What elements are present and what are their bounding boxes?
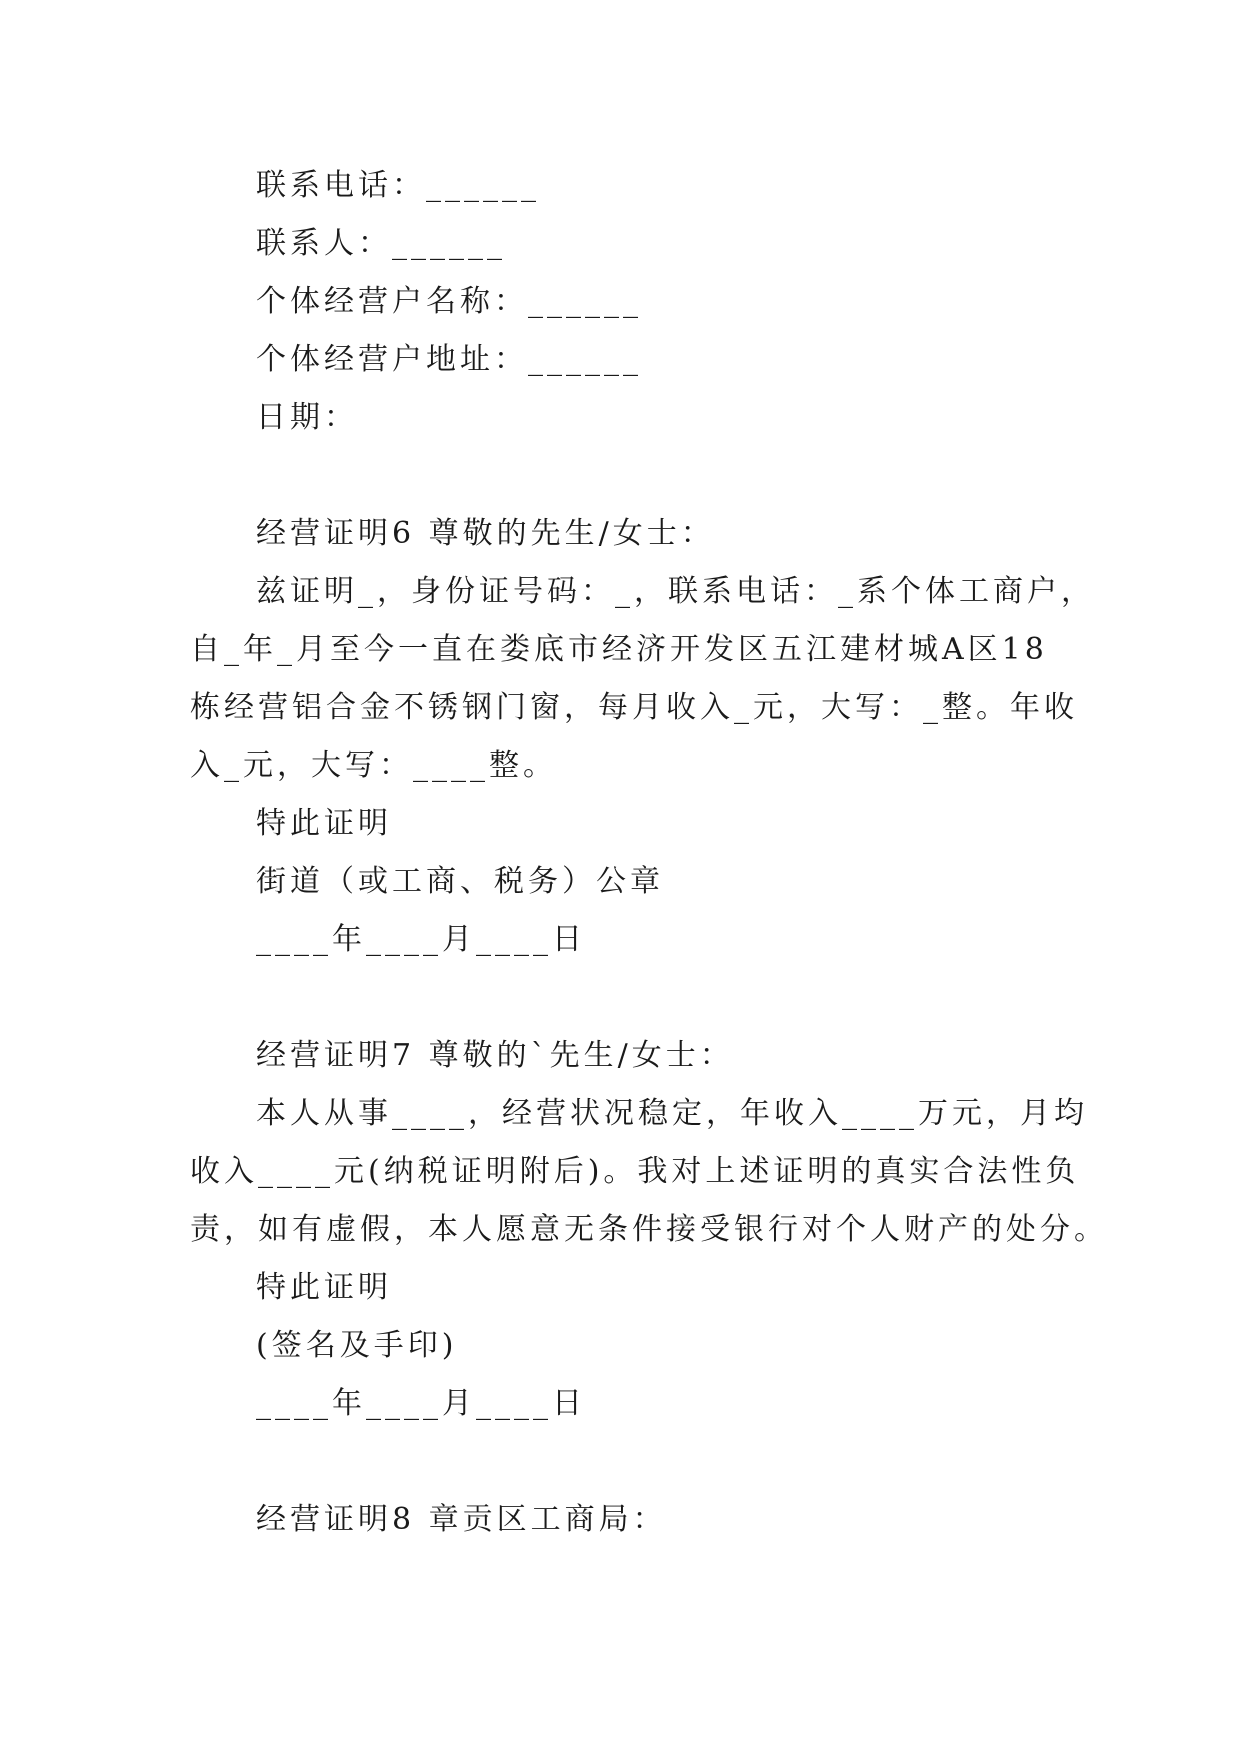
- cert7-body-line: 本人从事____，经营状况稳定，年收入____万元，月均: [256, 1096, 1088, 1131]
- cert6-body-line: 自_年_月至今一直在娄底市经济开发区五江建材城A区18: [190, 632, 1048, 667]
- business-name-line: 个体经营户名称：______: [256, 284, 642, 319]
- cert6-date: ____年____月____日: [256, 922, 586, 957]
- date-line: 日期：: [256, 400, 358, 435]
- business-address-line: 个体经营户地址：______: [256, 342, 642, 377]
- cert6-closing: 特此证明: [256, 806, 392, 841]
- cert7-signature: (签名及手印): [256, 1328, 458, 1363]
- cert8-heading: 经营证明8 章贡区工商局：: [256, 1502, 667, 1537]
- cert6-seal: 街道（或工商、税务）公章: [256, 864, 664, 899]
- cert6-body-line: 入_元，大写：____整。: [190, 748, 557, 783]
- cert7-heading: 经营证明7 尊敬的`先生/女士：: [256, 1038, 734, 1073]
- cert7-closing: 特此证明: [256, 1270, 392, 1305]
- cert7-body-line: 收入____元(纳税证明附后)。我对上述证明的真实合法性负: [190, 1154, 1080, 1189]
- cert6-body-line: 兹证明_，身份证号码：_，联系电话：_系个体工商户，: [256, 574, 1095, 609]
- cert6-body-line: 栋经营铝合金不锈钢门窗，每月收入_元，大写：_整。年收: [190, 690, 1078, 725]
- contact-person-line: 联系人：______: [256, 226, 506, 261]
- contact-phone-line: 联系电话：______: [256, 168, 540, 203]
- cert7-date: ____年____月____日: [256, 1386, 586, 1421]
- cert6-heading: 经营证明6 尊敬的先生/女士：: [256, 516, 715, 551]
- cert7-body-line: 责，如有虚假，本人愿意无条件接受银行对个人财产的处分。: [190, 1212, 1108, 1247]
